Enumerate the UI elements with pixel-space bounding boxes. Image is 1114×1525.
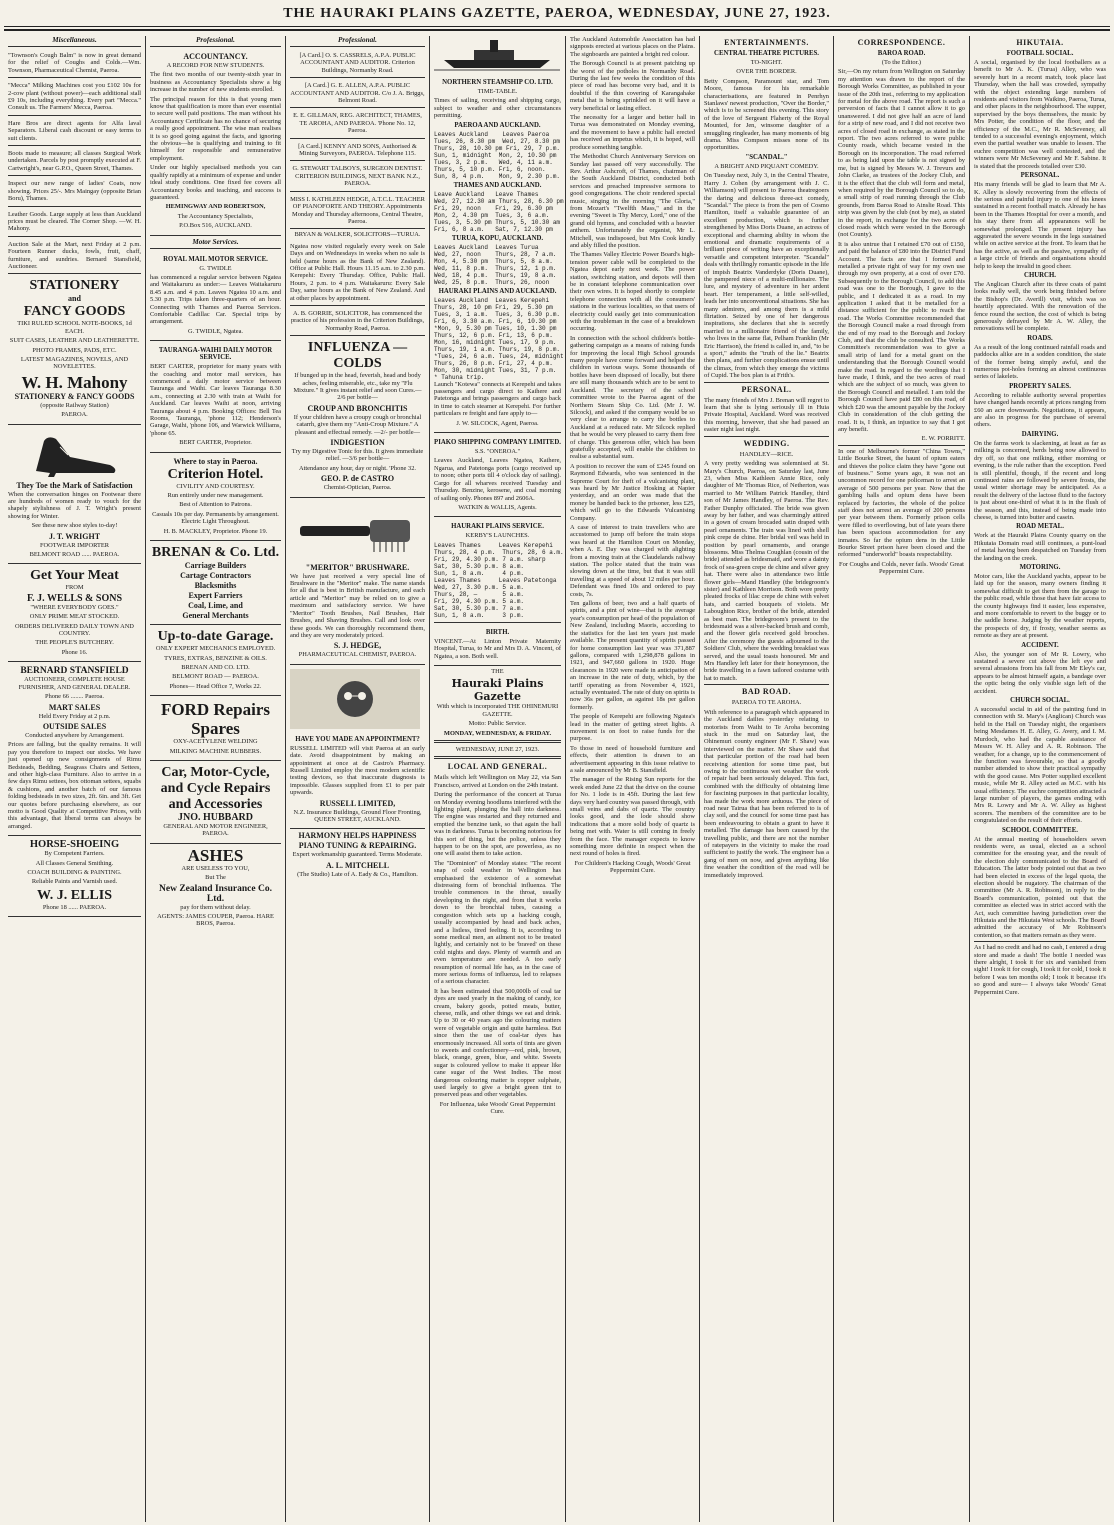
column-6 (700, 36, 834, 1522)
hikutaia-item (974, 383, 1106, 429)
hotel-line: CIVILITY AND COURTESY. (176, 482, 255, 490)
waihi-motor-ad (150, 343, 281, 452)
indigestion-head: INDIGESTION (330, 438, 385, 448)
hubbard-sub: GENERAL AND MOTOR ENGINEER, PAEROA. (163, 822, 268, 838)
divider (434, 740, 561, 743)
acc-head: ACCOUNTANCY. (183, 52, 248, 61)
hikutaia-item (974, 50, 1106, 170)
steamship-ad (434, 36, 564, 433)
route-head: PAEROA AND AUCKLAND. (454, 121, 541, 129)
item-head: PROPERTY SALES. (1009, 382, 1071, 390)
news-para: The Methodist Church Anniversary Services on Sunday last passed off very successfully. The Rev. Arthur Ashcroft, of Thames, chairman of the South Auckland District, conducted both services and preached impressive sermons to good congregations. The choir rendered special music, singing in the morning "The Gloria," from Mozart's "Twelfth Mass," and in the evening "Sweet is Thy Mercy, Lord," one of the grand old hymns, and concluded with a heavier anthem. Unfortunately the organist, Mr L. Mitchell, was indisposed, but Mrs Cook kindly and ably filled the position. (570, 153, 695, 249)
mart-head: MART SALES (48, 702, 101, 712)
masthead-rule-thick (4, 29, 1110, 31)
column-5 (566, 36, 700, 1522)
stationery-and: and (68, 294, 81, 304)
horse-sub: By Competent Farriers. (44, 850, 105, 858)
personal-text: The many friends of Mrs J. Brenan will regret to learn that she is lying seriously ill in Huia Private Hospital, Auckland. Word was received this morning, however, that she had passed an easier night last night. (704, 396, 829, 434)
piako-head: PIAKO SHIPPING COMPANY LIMITED. (434, 439, 561, 447)
divider (838, 445, 965, 446)
route-head: HAURAKI PLAINS AND AUCKLAND. (438, 287, 557, 295)
gazette-flag (434, 668, 561, 1116)
indigestion-text: Try my Digestive Tonic for this. It gives immediate relief. —3/6 per bottle— (291, 448, 424, 463)
bad-road-text: With reference to a paragraph which appeared in the Auckland dailies yesterday relating to motorists from Waihi to Te Aroha becoming stuck in the mud on Saturday last, the Ohinemuri county engineer (Mr F. Shaw) was interviewed on the matter. Mr Shaw said that that particular portion of the road had been receiving attention for some time past, but owing to the continuous wet weather the work of repair had been seriously delayed. This fact, combined with the difficulty of obtaining lime for fascining purposes in that particular locality, has made the work more arduous. The piece of road near Tairua that has been referred to is of clay soil, and the council for some time past has been endeavouring to obtain a grant to have it metalled. The damage has been caused by the travelling public, and there are not the number of ratepayers in the vicinity to make the road sufficient to justify the work. The engineer has a gang of men on now, and given anything like fine weather the condition of the road will be immediately improved. (704, 708, 829, 879)
stansfield-ad (8, 664, 141, 836)
divider (974, 941, 1106, 942)
gazette-name: Hauraki Plains Gazette (451, 677, 544, 704)
ford-line: OXY-ACETYLENE WELDING (173, 738, 258, 746)
chemist-ad (290, 338, 425, 497)
appointment-head: HAVE YOU MADE AN APPOINTMENT? (295, 735, 420, 743)
professional-card: E. E. GILLMAN, REG. ARCHITECT, THAMES, TE AROHA, AND PAEROA. 'Phone No. 12, Paeroa. (290, 110, 425, 138)
news-para: To those in need of household furniture and effects, their attention is drawn to an advertisement appearing in this issue relative to a sale announced by Mr B. Stansfield. (570, 744, 695, 774)
item-text: Also, the younger son of Mr R. Lowry, who sustained a severe cut above the left eye and several abrasions from his fall from Mr Eley's car, appears to be almost himself again, a bandage over the optic being the only visible sign left of the accident. (974, 650, 1106, 695)
news-para: Ten gallons of beer, two and a half quarts of spirits, and a pint of wine—that is the average year's consumption per head of the population of New Zealand, including Maoris, according to the statistics for the last ten years just made available. The present quantity of spirits passed for home consumption last year was 371,887 gallons, compared with 1,298,878 gallons in 1921, and 947,660 gallons in 1920. Huge clearances in 1920 were made in anticipation of an increase in the rate of duty, which, by the tariff operating as from November 4, 1921, actually eventuated. The rate of duty on spirits is now 36s per gallon, as against 18s per gallon formerly. (570, 600, 695, 711)
steam-text: Launch "Kotewa" connects at Kerepehi and takes passengers and cargo direct to Kaihere and Patetonga and brings passengers and cargo back in time to catch steamer at Kerepehi. For further particulars re freight and fare apply to— (434, 380, 561, 418)
column-1 (4, 36, 146, 1522)
piano-ad (290, 831, 425, 878)
brenan-line: Carriage Builders (184, 561, 247, 571)
local-para: Mails which left Wellington on May 22, via San Francisco, arrived at London on the 24th instant. (434, 774, 561, 789)
royal-sign: G. TWIDLE, Ngatea. (187, 327, 244, 335)
woods-ad: For Children's Hacking Cough, Woods' Great Peppermint Cure. (574, 859, 691, 875)
hikutaia-item (974, 335, 1106, 381)
mitchell-name: A. L. MITCHELL (325, 860, 390, 870)
hikutaia-item (974, 827, 1106, 940)
meat-tag: "WHERE EVERYBODY GOES." (30, 603, 119, 611)
hedge-sub: PHARMACEUTICAL CHEMIST, PAEROA. (298, 651, 417, 659)
entertainments-head: ENTERTAINMENTS. (724, 38, 809, 47)
item-text: Motor cars, like the Auckland yachts, appear to be laid up for the season, many owners finding it somewhat difficult to get them from the garage to the public road, while those that have fair access to the county highways find it easier, less expensive, and more comfortable to revert to the buggy or to the saddle horse. Judging by the weather reports, the prospects of dry, if frosty, weather seems as remote as they are at present. (974, 572, 1106, 640)
item-head: FOOTBALL SOCIAL. (1006, 50, 1074, 57)
horse-line: All Classes General Smithing. (35, 859, 114, 867)
item-head: PERSONAL. (1020, 172, 1060, 180)
stationery-title: STATIONERY (29, 278, 120, 294)
eye-portrait-icon (290, 669, 420, 729)
hotel-line: Run entirely under new management. (167, 492, 264, 500)
garage-line: BELMONT ROAD — PAEROA. (172, 673, 259, 681)
item-text: The Anglican Church after its three coats of paint looks really well, the work being finished before the Bishop's (Dr. Averill) visit, which was so heartily appreciated. With the renovation of the fence round the section, the cost of which is being generously defrayed by Mr A. W. Alley, the renovations will be complete. (974, 280, 1106, 333)
acc-firm: HEMINGWAY AND ROBERTSON, (165, 203, 266, 211)
item-head: ROADS. (1027, 334, 1053, 342)
castro-name: GEO. P. de CASTRO (320, 474, 395, 484)
news-para: The people of Kerepehi are following Ngatea's lead in the matter of getting street lights. A movement is on foot to raise funds for the purpose. (570, 713, 695, 743)
meritor-text: We have just received a very special line of Brushware in the "Meritor" make. The name stands for all that is best in British manufacture, and each article and "Meritor" may be relied on to give a maximum and satisfactory service. We have "Meritor" Tooth Brushes, Nail Brushes, Hair Brushes, and Shaving Brushes. Call and look over these goods. We can thoroughly recommend them, and they are very moderately priced. (290, 572, 425, 639)
news-para: In connection with the school children's bottle-gathering campaign as a means of raising funds for improving the local High School grounds many people have come forward and helped the children in various ways. Some thousands of bottles have been disposed of locally, but there are still many thousands which are to be sent to Auckland. The secretary of the school committee wrote to the Paeroa agent of the Northern Steam Ship Co. Ltd. (Mr J. W. Silcock), and asked if the company would be so very clear to arrange to carry the bottles to Auckland at a reduced rate. Mr Silcock replied that he would be very pleased to carry them free of charge. This generous offer, which has been gratefully accepted, will enable the children to realise a substantial sum. (570, 334, 695, 461)
mahony-addr: (opposite Railway Station) (40, 401, 109, 409)
acc-firm2: The Accountancy Specialists, (177, 212, 254, 220)
wedding-text: A very pretty wedding was solemnised at St. Mary's Church, Paeroa, on Saturday last, June 23, when Miss Kathleen Annie Rice, only daughter of Mr Thomas Rice, of Netherton, was married to Mr William Patrick Handley, third son of Mr James Handley, of Paeroa. The Rev. Father Dunphy officiated. The bride was given away by her father, and was charmingly attired in a gown of cream brocaded satin draped with pearl ornaments. The train was lined with shell pink crepe de chine. Her bridal veil was held in position by pearl ornaments, and orange blossoms. Miss Thelma Coughlan (cousin of the bride) attended as bridesmaid, and wore a dainty frock of sea-green crepe de chine and silver grey hat. There were also in attendance two little flower girls—Mand Handley (the bridegroom's sister) and Kathleen Morrison. Both wore pretty pleated frocks of lilac crepe de chine with velvet hats, and carried bouquets of violets. Mr Laboughton Rice, brother of the bride, attended as best man. The bridegroom's present to the bridesmaid was a silver-backed brush and comb, and the flower girls received gold brooches. After the ceremony the guests adjourned to the Soldiers' Club, where the wedding breakfast was served, and the usual toasts honoured. Mr and Mrs Handley left later for their honeymoon, the bride travelling in a fawn tailored costume with hat to match. (704, 460, 829, 682)
hubbard-ad (150, 763, 281, 844)
item-text: Work at the Hauraki Plains County quarry on the Hikutaia Domain road still continues, a punt-load of metal having been despatched on Tuesday from the landing on the creek. (974, 532, 1106, 562)
border-title: OVER THE BORDER. (736, 68, 797, 76)
meat-from: FROM (65, 584, 84, 592)
route-schedule: Leaves Auckland Leaves Paeroa Tues, 26, 8.30 pm Wed, 27, 8.30 pm Thurs, 28, 10.30 pm Fri, 29, 7 p.m. Sun, 1, midnight Mon, 2, 10.30 pm Tues, 3, 2 p.m. Wed, 4, 11 a.m. Thurs, 5, 10 p.m. Fri, 6, noon. Sun, 8, 4 p.m. Mon, 9, 2.30 p.m. (434, 130, 561, 180)
wedding-sub: HANDLEY—RICE. (739, 450, 794, 458)
professional-card: MISS I. KATHLEEN HEDGE, A.T.C.L. TEACHER OF PIANOFORTE AND THEORY. Appointments Monday and Thursday afternoons, Central Theatre, Paeroa. (290, 194, 425, 230)
acc-text: The principal reason for this is that young men know that qualification is more than ever essential to secure well paid positions. The man without his Accountancy Certificate has no chance of securing a really good appointment. The wise man realises it is so good going against the facts, and ignoring the obvious—he is qualifying and training to fit himself for responsible and remunerative employment. (150, 95, 281, 162)
brenan-ad (150, 543, 281, 625)
stationery-line: SUIT CASES, LEATHER AND LEATHERETTE. (9, 337, 140, 345)
local-head: LOCAL AND GENERAL. (447, 762, 548, 772)
piako-ship: S.S. "ONEROA." (474, 448, 521, 456)
castro-sub: Chemist-Optician, Paeroa. (323, 484, 392, 492)
mahony-name: W. H. Mahony (21, 372, 128, 392)
nzi-pay: pay for them without delay. (180, 903, 251, 911)
misc-ad: "Townson's Cough Balm" is now in great demand for the relief of Coughs and Colds.—Wm. Townson, Pharmaceutical Chemist, Paeroa. (8, 50, 141, 78)
hotel-line: Casuals 10s per day. Permanents by arrangement. Electric Light Throughout. (152, 510, 279, 526)
editor-line: (To the Editor.) (881, 59, 922, 66)
birth-notice (434, 625, 561, 666)
professional-card: G. STEWART TALBOYS, SURGEON DENTIST. CRITERION BUILDINGS, NEXT BANK N.Z., PAEROA. (290, 163, 425, 191)
news-para: The Thames Valley Electric Power Board's high-tension power cable will be completed to the Ngatea depot early next week. The power station, switching station, and depots will then be in constant telephone communication over their own wires. It is hoped shortly to complete telephone connection with all the consumers' stations in the various localities, so that users of electricity could easily get into communication with the troubleman in the case of a breakdown occurring. (570, 251, 695, 333)
section-heading: Motor Services. (150, 238, 281, 249)
gazette-inc: With which is incorporated THE OHINEMURI GAZETTE. (436, 703, 559, 718)
hotel-ad (150, 455, 281, 541)
fancy-goods-title: FANCY GOODS (23, 304, 126, 320)
waihi-text: BERT CARTER, proprietor for many years with the coaching and motor mail services, has commenced a daily motor service between Tauranga and Waihi. Car leaves Tauranga 8.30 a.m., connecting at 2.30 with train at Waihi for Auckland. Car leaves Waihi at noon, arriving Tauranga about 4 p.m. Booking Offices: Bell Tea Rooms, Tauranga, 'phone 112; Henderson's Garage, Waihi, 'phone 106, and Warwick Williams, 'phone 65. (150, 363, 281, 437)
item-head: ACCIDENT. (1021, 641, 1059, 649)
wells-name: F. J. WELLS & SONS (26, 592, 123, 604)
jingle: As I had no credit and had no cash, I entered a drug store and made a dash! The bottle I needed was there alright, I took it for six and vanished from sight! I took it for cough, I took it for cold, I took it before I was ten months old; I took it because it's so good and sure— I always take Woods' Great Peppermint Cure. (974, 944, 1106, 996)
theatre-head: CENTRAL THEATRE PICTURES. (714, 50, 819, 57)
meritor-ad (290, 500, 425, 665)
waihi-sign: BERT CARTER, Proprietor. (179, 439, 252, 447)
brenan-line: Expert Farriers (188, 591, 243, 601)
correspondence-head: CORRESPONDENCE. (857, 38, 946, 47)
ford-line: MILKING MACHINE RUBBERS. (169, 747, 262, 755)
hotel-line: Best of Attention to Patrons. (179, 501, 252, 509)
professional-card: [A Card.] G. E. ALLEN, A.P.A. PUBLIC ACCOUNTANT AND AUDITOR. C/o J. A. Briggs, Belmont Road. (290, 80, 425, 108)
scandal-text: On Tuesday next, July 3, in the Central Theatre, Harry J. Cohen (by arrangement with J. C. Williamson) will present to Paeroa theatregoers the daring and delicious three-act comedy, "Scandal." The piece is from the pen of Cosmo Hamilton, itself a valuable guarantee of an excellent production, which is further strengthened by Miss Doris Duane, an actress of exceptional and charming ability in whom the emotional and dramatic requirements of a brilliant piece of writing have an exceptionally versatile and competent interpreter. "Scandal" deals with thrillingly romantic episode in the life of impish Beatrix Vanderdyke (Doris Duane), the pampered niece of a multi-millionaire. The lure, and mystery of adventure in her ardent heart. Her temperament, a little self-willed, leads her into unconventional situations. She has many admirers, and among them is a mild flirtation. Seized by one of her dangerous inspirations, she declares that she is secretly married to a millionaire friend of the family, who lives in the same flat, Pelham Franklin (Mr Eric Harrison), the friend is called in, and, "to be a sport," admits the "truth of the lie." Beatrix then plans, and further complications ensue until the climax, from which they emerge the victims of Cupid. The box plan is at Frith's. (704, 172, 829, 380)
news-para: A case of interest to train travellers who are accustomed to jump off before the train stops was heard at the Hamilton Court on Monday, when A. E. Day was charged with alighting from a moving train at the Claudelands railway station. The police stated that the train was slowing down at the time, but that it was still travelling at a speed of about 12 miles per hour. Defendant was fined 10s and ordered to pay costs, 7s. (570, 524, 695, 598)
item-text: As a result of the long continued rainfall roads and paddocks alike are in a sodden condition, the state of the former being simply awful, and the numerous pot-holes forming an almost continuous series of lakelets. (974, 343, 1106, 381)
gazette-date: WEDNESDAY, JUNE 27, 1923. (455, 745, 540, 753)
russell-name: RUSSELL LIMITED, (319, 798, 396, 808)
harmony-head: HARMONY HELPS HAPPINESS (298, 831, 417, 841)
misc-ad: Auction Sale at the Mart, next Friday at 2 p.m. Fourteen Runner ducks, fowls, fruit, chaff, furniture, and sundries. Bernard Stansfield, Auctioneer. (8, 239, 141, 275)
horse-line: COACH BUILDING & PAINTING. (27, 869, 122, 876)
divider (704, 382, 829, 383)
accountancy-ad (150, 50, 281, 236)
hikutaia-item (974, 523, 1106, 562)
border-text: Betty Compson, Paramount star, and Tom Moore, famous for his remarkable characterisations, are featured in Penrhyn Stanlaws' newest production, "Over the Border," which is to be screened this evening. This story of the love of Sergeant Flaherty of the Royal Mounted, for Jen, winsome daughter of a smuggling ringleader, has many moments of big drama. Miss Compson misses none of its opportunities. (704, 77, 829, 152)
piako-sign: WATKIN & WALLIS, Agents. (458, 503, 537, 511)
news-para: The Auckland Automobile Association has had signposts erected at various places on the Plains. The signboards are painted a bright red colour. (570, 36, 695, 58)
attendance: Attendance any hour, day or night. 'Phone 32. (299, 464, 416, 472)
column-7 (834, 36, 970, 1522)
birth-head: BIRTH. (485, 628, 510, 636)
mart-conducted: Conducted anywhere by Arrangement. (25, 731, 124, 739)
china-para: In one of Melbourne's former "China Towns," Little Bourke Street, the haunt of opium eaters and thieves the police claim they have "gone out of business." Some years ago, it was not an uncommon record for one policeman to arrest an average of 500 persons per year. Now that the gambling halls and opium dens have been replaced by factories, the whole of the police staff does not arrest an average of 200 persons per year between them. Formerly prison cells were filled to overflowing, but of late years there has been spacious accommodation for any inmates. So far the opium dens in the Little Bourke Street prison have been closed and the reformed "underworld" boasts respectability. (838, 447, 965, 559)
meat-line: Phone 16. (61, 648, 88, 656)
meritor-head: "MERITOR" BRUSHWARE. (305, 562, 410, 572)
ngatea-text: Ngatea now visited regularly every week on Sale Days and on Wednesdays in weeks when no sale is held (same hours as the Bank of New Zealand). Office at Public Hall. Hours 11.15 a.m. to 2.30 p.m. Kerepehi: Every Thursday. Office, Public Hall. Hours, 2 p.m. to 4 p.m. Waitakaruru: Every Sale Day, same hours as the Bank of New Zealand. And at other places by appointment. (290, 241, 425, 306)
ashes-head: ASHES (187, 845, 244, 865)
column-4 (430, 36, 566, 1522)
hikutaia-item (974, 642, 1106, 695)
horse-shoeing-ad (8, 838, 141, 917)
wedding-head: WEDDING. (743, 438, 790, 448)
stansfield-phone: Phone 66 ........ Paeroa. (45, 693, 104, 701)
piano-head: PIANO TUNING & REPAIRING. (298, 841, 417, 851)
misc-ad: Hare Bros are direct agents for Alfa laval Separators. Liberal cash discount or easy terms to suit clients. (8, 118, 141, 146)
russell-ad (290, 667, 425, 830)
item-text: His many friends will be glad to learn that Mr A. K. Alley is slowly recovering from the effects of the serious and painful injury to one of his knees sustained in a recent football match. Already he has been in the Thames Hospital for over a month, and his stay there from all appearances will be somewhat prolonged. The present injury has aggravated the severe wounds in the legs sustained while on active service at the front. To learn that he has the active, as well as the passive, sympathy of a large circle of friends and organisations should help to keep the invalid in good cheer. (974, 181, 1106, 270)
horse-line: Reliable Paints and Varnish used. (31, 878, 118, 886)
hikutaia-item (974, 564, 1106, 640)
gazette-motto: Motto: Public Service. (468, 720, 527, 728)
hikutaia-item (974, 172, 1106, 270)
meat-line: ONLY PRIME MEAT STOCKED. (29, 613, 120, 621)
meat-headline: Get Your Meat (30, 568, 119, 584)
mitchell-sub: (The Studio) Late of A. Eady & Co., Hamilton. (297, 870, 418, 878)
bad-road-sub: PAEROA TO TE AROHA. (731, 699, 802, 707)
item-head: SCHOOL COMMITTEE. (1002, 826, 1078, 834)
ashes-line: ARE USELESS TO YOU, (181, 864, 250, 872)
garage-line: TYRES, EXTRAS, BENZINE & OILS. (164, 654, 267, 662)
steam-sign: J. W. SILCOCK, Agent, Paeroa. (456, 419, 539, 427)
brenan-line: Cartage Contractors (180, 571, 251, 581)
masthead-rule (4, 26, 1110, 27)
professional-card: [A Card.] KENNY AND SONS, Authorised & Mining Surveyors, PAEROA. Telephone 115. (290, 141, 425, 162)
shoe-headline: They Toe the Mark of Satisfaction (16, 480, 133, 490)
woods-ad: For Influenza, take Woods' Great Peppermint Cure. (439, 1100, 556, 1116)
ashes-line: But The (205, 874, 226, 882)
stationery-ad (8, 276, 141, 424)
shoe-illustration-icon (30, 431, 120, 479)
road-head: BAROA ROAD. (877, 50, 926, 57)
plains-schedule: Leaves Thames Leaves Kerepehi Thurs, 28, 4 p.m. Thurs, 28, 6 a.m. Fri, 29, 4.30 p.m. 7 a.m. sharp Sat, 30, 5.30 p.m. 8 a.m. Sun, 1, 8 a.m. 4 p.m. Leaves Thames Leaves Patetonga Wed, 27, 3.30 p.m. 5 a.m. Thurs, 28, — 5 a.m. Fri, 29, 4.30 p.m. 5 a.m. Sat, 30, 5.30 p.m. 7 a.m. Sun, 1, 8 a.m. 3 p.m. (434, 541, 564, 619)
masthead: THE HAURAKI PLAINS GAZETTE, PAEROA, WEDNESDAY, JUNE 27, 1923. (283, 6, 831, 21)
royal-text: has commenced a regular service between Ngatea and Waitakaruru as under:— Leaves Waitakaruru 8.45 a.m. and 4 p.m. Leaves Ngatea 10 a.m. and 5.30 p.m. Trips taken three-quarters of an hour. Connecting with Thames and Paeroa Services. Comfortable Cadillac Car. Special trips by arrangement. (150, 273, 281, 326)
stationery-line: TIKI RULED SCHOOL NOTE-BOOKS, 1d EACH. (17, 320, 132, 335)
local-para: It has been estimated that 500,000lb of coal tar dyes are used yearly in the making of candy, ice cream, bakery goods, potted meats, butter, cheese, milk, and other things we eat and drink. Up to 30 or 40 years ago the colouring matters were of vegetable origin and quite harmless. But since then the use of coal-tar dyes has enormously increased. All sorts of tints are given to sweets and confectionery—red, pink, brown, black, orange, green, blue, and white. Sweets sugar is coloured yellow to make it appear like cane sugar of the West Indies. The most dangerous colouring matter is copper sulphate, used largely to give a bright green tint to preserved peas and other vegetables. (434, 987, 561, 1099)
wright-sub: FOOTWEAR IMPORTER (39, 541, 110, 549)
appointment-text: RUSSELL LIMITED will visit Paeroa at an early date. Avoid disappointment by making an appointment at once at de Castro's Pharmacy. Russell Limited employ the most modern scientific testing devices, so that inaccurate diagnosis is impossible. Glasses supplied from £1 to per pair upwards. (290, 744, 425, 797)
misc-ad: Leather Goods. Large supply at less than Auckland prices must be cleared. The Corner Shop. —W. H. Mahony. (8, 209, 141, 237)
piako-ad (434, 435, 561, 517)
scandal-head: "SCANDAL." (745, 153, 788, 161)
stationery-line: LATEST MAGAZINES, NOVELS, AND NOVELETTES. (20, 355, 129, 371)
news-para: A position to recover the sum of £245 found on Raymond Edwards, who was sentenced in the Supreme Court for theft of a vulcanising plant, was heard by Mr Justice Hosking at Napier yesterday, and an order was made that the money be handed back to the prisoner, less £25, which will go to the Edwards Vulcanising Company. (570, 462, 695, 522)
plains-head: HAURAKI PLAINS SERVICE. (451, 523, 544, 531)
plains-sub: KERBY'S LAUNCHES. (465, 532, 530, 540)
hedge-name: S. J. HEDGE, (333, 641, 382, 651)
nzi-name: New Zealand Insurance Co. Ltd. (159, 883, 272, 904)
news-para: The manager of the Rising Sun reports for the week ended June 22 that the drive on the course for No. 1 lode is in 45ft. During the last few days very hard country was passed through, with small veins and dabs of quartz. The country looks good, and the lode should show indications that a more solid body of quartz is being met with. Water is still coming in freely from the face. The manager expects to know something more definite in respect when the next round of holes is fired. (570, 776, 695, 858)
brenan-line: Coal, Lime, and (188, 601, 243, 611)
steamship-icon (434, 38, 560, 72)
item-text: A successful social in aid of the painting fund in connection with St. Mary's (Anglican) Church was held in the Hall on Tuesday night, the organisers being Mesdames H. E. Alley, G. Avery, and I. M. Murdoch, who had the capable assistance of Messrs W. H. Alley and A. R. Robinson. The weather, for a change, up to the commencement of the function was favourable, so that a goodly number attended to show their practical sympathy with the good cause. Mrs Potter supplied excellent music, while Mr R. Alley acted as M.C. with his usual efficiency. The euchre competition attracted a large number of players, the games ending with Mrs R. Lowry and Mr A. W. Alley as highest scorers. The members of the committee are to be congratulated on the result of their efforts. (974, 706, 1106, 825)
shoe-ad (8, 427, 141, 565)
royal-owner: G. TWIDLE (199, 264, 232, 272)
item-text: At the annual meeting of householders seven residents were, as usual, elected as a school committee for the ensuing year, and the result of the election duly communicated to the Board of Education. The latter body pointed out that as two had been elected in excess of the legal quota, the election should be nugatory. The chairman of the committee (Mr A. R. Robinson), in reply to the Board's communication, pointed out that the committee as elected was in strict accord with the Act, such committee having jurisdiction over the Hikutaia and the Hikutaia West schools. The Board admitted the accuracy of Mr Robinson's contention, so that matters remain as they were. (974, 835, 1106, 939)
brenan-line: General Merchants (182, 611, 249, 621)
shoe-see: See these new shoe styles to-day! (31, 522, 118, 530)
garage-line: ONLY EXPERT MECHANICS EMPLOYED. (155, 645, 276, 653)
the-label: THE (491, 667, 504, 675)
acc-text: Under our highly specialised methods you can qualify rapidly at a minimum of expense and under ideal study conditions. One fixed fee covers all Accountancy books and teaching, and success is guaranteed. (150, 164, 281, 201)
news-para: The necessity for a larger and better hall in Turua was demonstrated on Monday evening, and the movement to have a public hall erected has received an impetus which, it is hoped, will produce something tangible. (570, 114, 695, 151)
waihi-head: TAURANGA-WAIHI DAILY MOTOR SERVICE. (158, 347, 273, 362)
piako-text: Leaves Auckland, Leaves Ngatea, Kaihere, Ngarua, and Patetonga ports (cargo received up to noon; other ports till 4 o'clock day of sailing). Cargo for all wharves received Tuesday and Thursday. Benzine, kerosene, and coal morning of sailing only. Phones 897 and 2606A. (434, 457, 561, 502)
mart-outside: OUTSIDE SALES (42, 721, 107, 731)
ford-ad (150, 698, 281, 761)
item-head: MOTORING. (1019, 563, 1061, 571)
mart-text: Prices are falling, but the quality remains. It will pay you therefore to inspect our stocks. We have just opened up new consignments of Rimu Bedsteads, Bedding, Seagrass Chairs and Settees, and other high-class Furniture. Also to arrive in a few days Rimu settees, box ottoman settees, squabs & cushions, and another batch of our famous folding bedsteads in two sizes, 2ft. 6in. and 3ft. Get our quotes before purchasing elsewhere, as our motto is Good Quality at Competitive Prices, with this advantage, that liberal terms can always be arranged. (8, 741, 141, 830)
croup-text: If your children have a croupy cough or bronchial catarrh, give them my "Anti-Croup Mixture." A pleasant and effectual remedy. —2/- per bottle— (293, 413, 422, 436)
personal-head: PERSONAL. (741, 384, 792, 394)
professional-card: [A Card.] O. S. CASSRELS, A.P.A. PUBLIC ACCOUNTANT AND AUDITOR. Criterion Buildings, Normanby Road. (290, 50, 425, 78)
ford-head: FORD Repairs Spares (160, 700, 271, 739)
item-head: DAIRYING. (1021, 430, 1059, 438)
russell-sub: N.Z. Insurance Buildings, Ground Floor Fronting, QUEEN STREET, AUCKLAND. (293, 808, 422, 823)
horse-headline: HORSE-SHOEING (29, 839, 120, 851)
stay-head: Where to stay in Paeroa. (173, 456, 258, 466)
wright-addr: BELMONT ROAD ...... PAEROA. (29, 551, 120, 559)
item-head: CHURCH SOCIAL. (1010, 697, 1070, 705)
acc-sub: A RECORD FOR NEW STUDENTS. (166, 62, 265, 69)
steam-note: Times of sailing, receiving and shipping cargo, subject to weather and other circumstances permitting. (434, 97, 561, 120)
misc-ad: Boots made to measure; all classes Surgical Work undertaken. Parcels by post promptly executed at F. Cartwright's, near G.P.O., Queen Street, Thames. (8, 148, 141, 176)
route-head: THAMES AND AUCKLAND. (453, 181, 542, 189)
plains-service-ad (434, 519, 564, 622)
garage-head: Up-to-date Garage. (157, 629, 274, 645)
brenan-line: Blacksmiths (194, 581, 237, 591)
meat-line: THE PEOPLE'S BUTCHERY. (35, 639, 114, 647)
section-heading: Professional. (290, 36, 425, 47)
garage-line: BRENAN AND CO. LTD. (181, 663, 250, 671)
stationery-line: PHOTO FRAMES, PADS, ETC. (32, 346, 117, 354)
section-heading: Miscellaneous. (8, 36, 141, 47)
royal-head: ROYAL MAIL MOTOR SERVICE. (163, 255, 268, 263)
cycle-head: Car, Motor-Cycle, and Cycle Repairs and Accessories (160, 764, 271, 812)
item-text: According to reliable authority several properties have changed hands recently at prices ranging from £60 an acre downwards. Negotiations, it appears, are also in progress for the purchase of several others. (974, 391, 1106, 429)
misc-ad: "Mecca" Milking Machines cost you £102 10s for 2-cow plant (without power)—each additional stall £9 10s, including everything. Every part "Mecca." Consult us. The Farmers' Mecca, Paeroa. (8, 80, 141, 116)
letter-sign: E. W. PORRITT. (921, 435, 965, 443)
butcher-ad (8, 566, 141, 662)
hikutaia-item (974, 272, 1106, 333)
insurance-ad (150, 846, 281, 928)
local-para: During the performance of the concert at Turua on Monday evening hoodlums interfered with the lighting plant, plunging the hall into darkness. The engine was restarted and they returned and emptied the benzine tank, so that again the hall was in darkness. Turua is becoming notorious for this sort of thing, but the police, unless they happen to be on the spot, are powerless, as no one will assist them to take action. (434, 791, 561, 858)
route-head: TURUA, KOPU, AUCKLAND. (451, 234, 544, 242)
divider (704, 436, 829, 437)
item-head: ROAD METAL. (1016, 523, 1064, 531)
garage-ad (150, 627, 281, 696)
mart-when: Held Every Friday at 2 p.m. (38, 712, 111, 720)
birth-text: VINCENT.—At Linton Private Maternity Hospital, Turua, to Mr and Mrs D. A. Vincent, of Ngatea, a son. Both well. (434, 637, 561, 660)
professional-card: BRYAN & WALKER, SOLICITORS—TURUA. (294, 231, 421, 239)
letter-para: Sir,—On my return from Wellington on Saturday my attention was drawn to the report of the Borough Works Committee, as published in your issue of the 20th inst., referring to my application for metal for the above road. The report is such a perversion of facts that I cannot allow it to go unanswered. I did not give half an acre of land for a strip of new road, and I did not receive two acres of closed road in exchange, as stated in the report. The two acres referred to were public County roads, which became vested in the Borough on its incorporation. The road referred to as being laid upon the table is not signed by me, but is signed by Messrs W. J. Trevurs and John Clarke, as trustees of the Jockey Club, and it is the effect that the club will form and metal, when required by the Borough Council so to do, a small strip of road running through the Club grounds, from Baroa Road to Ainslie Road. This strip was given by the club (not by me), as stated in the report, in exchange for the two acres of closed roads which were vested in the Borough (not County). (838, 68, 965, 239)
column-2 (146, 36, 286, 1522)
section-heading: Professional. (150, 36, 281, 47)
page-columns (4, 36, 1110, 1522)
item-text: On the farms work is slackening, at least as far as milking is concerned, herds being now allowed to dry off, so that one milking, either morning or evening, is the rule rather than the exception. Feed is still plentiful, though, if the recent and long continued rains are followed by severe frosts, the usual winter shortage may be anticipated. As a result the delivery of the lactose fluid to the factory is just about one-third of what it is in the flush of the season, and this, instead of being made into cheese, is turned into butter and casein. (974, 439, 1106, 521)
woods-ad: For Coughs and Colds, never fails. Woods' Great Peppermint Cure. (839, 560, 964, 576)
item-head: CHURCH. (1024, 271, 1056, 279)
influenza-head: INFLUENZA — COLDS (307, 340, 408, 372)
mahony-town: PAEROA. (61, 411, 88, 419)
route-schedule: Leave Auckland Leave Thames Wed, 27, 12.30 am Thurs, 28, 6.30 pm Fri, 29, noon Fri, 29, 6.30 pm Mon, 2, 4.30 pm Tues, 3, 6 a.m. Tues, 3, 5.30 pm Thurs, 5, 10.30 am Fri, 6, 8 a.m. Sat, 7, 12.30 pm (434, 190, 564, 233)
shoe-text: When the conversation hinges on Footwear there are hundreds of women ready to vouch for the shapely stylishness of J. T. Wright's present showing for Winter. (8, 490, 141, 520)
gorrie-card: A. B. GORRIE, SOLICITOR, has commenced the practice of his profession in the Criterion Buildings, Normanby Road, Paeroa. (290, 308, 425, 336)
route-schedule: Leaves Auckland Leaves Kerepehi Thurs, 28, 10 pm Fri, 29, 5.30 pm Tues, 3, 1 a.m. Tues, 3, 6.30 p.m. Fri, 6, 3.30 a.m. Fri, 6, 10.30 pm *Mon, 9, 5.30 pm Tues, 10, 1.30 pm Thurs, 12, 6 p.m. Fri, 13, 6 p.m. Mon, 16, midnight Tues, 17, 9 p.m. Thurs, 19, 1 a.m. Thurs, 19, 8 p.m. *Tues, 24, 6 a.m. Tues, 24, midnight Thurs, 26, 8 p.m. Fri, 27, 4 p.m. Mon, 30, midnight Tues, 31, 7 p.m. * Tahuna trip. (434, 296, 564, 381)
misc-ad: Inspect our new range of ladies' Coats, now showing. Prices 25/-. Mrs Maingay (opposite Brian Boru), Thames. (8, 178, 141, 206)
route-schedule: Leaves Auckland Leaves Turua Wed, 27, noon Thurs, 28, 7 a.m. Mon, 4, 5.30 pm Thurs, 5, 8 a.m. Wed, 11, 8 p.m. Thurs, 12, 1 p.m. Wed, 18, 4 p.m. Thurs, 19, 8 a.m. Wed, 25, 8 p.m. Thurs, 26, noon (434, 243, 557, 286)
timetable: TIME-TABLE. (477, 88, 518, 95)
gazette-days: MONDAY, WEDNESDAY, & FRIDAY. (443, 729, 552, 737)
divider (434, 756, 561, 759)
scandal-sub: A BRIGHT AND PIQUANT COMEDY. (714, 162, 819, 170)
item-text: A social, organised by the local footballers as a benefit to Mr A. K. (Turua) Alley, who was severely hurt in a recent match, took place last Thursday, when the hall was crowded, sympathy with the object extending large numbers of residents and visitors from Waikino, Paeroa, Turua, and other places in the neighbourhood. The supper, supervised by the boys themselves, the music by Mrs Potter, the condition of the floor, and the efficiency of the M.C., Mr R. McSeveney, all tended to a successful evening's enjoyment, which even the partial weather was unable to lessen. The euchre competition was well contested, and the winners were Mr McSeveney and Mr F. Sabine. It is stated that the proceeds totalled over £30. (974, 59, 1106, 170)
hikutaia-head: HIKUTAIA. (1016, 38, 1064, 47)
croup-head: CROUP AND BRONCHITIS (307, 403, 408, 413)
garage-phones: Phones— Head Office 7, Works 22. (169, 682, 262, 690)
column-8 (970, 36, 1110, 1522)
steam-head: NORTHERN STEAMSHIP CO. LTD. (442, 79, 553, 86)
meat-line: ORDERS DELIVERED DAILY TOWN AND COUNTRY. (15, 622, 134, 638)
wright-name: J. T. WRIGHT (48, 531, 101, 541)
hotel-owner: H. B. MACKLEY, Proprietor. Phone 19. (163, 527, 268, 535)
stansfield-sub: AUCTIONEER, COMPLETE HOUSE FURNISHER, AND GENERAL DEALER. (18, 676, 131, 691)
royal-mail-ad (150, 252, 281, 342)
brush-illustration-icon (290, 502, 420, 558)
misc-ads (8, 50, 141, 274)
hikutaia-item (974, 431, 1106, 521)
bad-road-head: BAD ROAD. (742, 687, 791, 697)
tonight: TO-NIGHT. (750, 59, 783, 66)
ellis-phone: Phone 18 ...... PAEROA. (42, 903, 107, 911)
influenza-text: If bunged up in the head, feverish, head and body aches, feeling miserable, etc., take my "Flu Mixture." It gives instant relief and soon Cures.—2/6 per bottle— (293, 372, 422, 402)
acc-text: The first two months of our twenty-sixth year in business as Accountancy Specialists show a big increase in the number of new students enrolled. (150, 71, 281, 94)
column-3 (286, 36, 430, 1522)
hubbard-name: JNO. HUBBARD (177, 811, 253, 823)
hotel-head: Criterion Hotel. (167, 466, 264, 482)
nzi-agents: AGENTS: JAMES COUPER, Paeroa. HARE BROS, Paeroa. (157, 912, 274, 928)
stansfield-name: BERNARD STANSFIELD (20, 666, 129, 677)
hikutaia-item (974, 697, 1106, 825)
news-para: The Borough Council is at present patching up the worst of the potholes in Normanby Road. During the last few weeks the condition of this piece of road has become very bad, and it is doubtful if the thin covering of Karangahake metal that is being sprinkled on it will have a very beneficial or lasting effect. (570, 60, 695, 112)
piano-sub: Expert workmanship guaranteed. Terms Moderate. (292, 851, 423, 859)
local-para: The "Dominion" of Monday states: "The recent snap of cold weather in Wellington has emphasised the existence of a somewhat distressing form of bronchial influenza. The trouble commences in the throat, usually developing in the night, and from that it works down to the bronchial tubes, causing a congestion which sets up a hacking cough, usually accompanied by head and back aches, and a listless, tired feeling. It is, according to some medical men, an ailment not to be treated lightly, and certainly not to be 'braved' on these cold nights and days. Plenty of warmth and an even temperature are needed. A too early resumption of normal life has, as in the case of more serious forms of influenza, led to relapses of a serious character. (434, 859, 561, 986)
letter-para: It is also untrue that I retained £70 out of £150, and paid the balance of £80 into the District Fund Account. The facts are that I formed and metalled a private right of way for my own use through my own property, at a cost of over £70. Subsequently to the Borough Council, to add this road was one to the Borough, I gave to the public, and I dedicated it as a road. In my application I asked that it be metalled for a distance sufficient for the public to reach the road. The Works Committee recommended that the Borough Council make a road through from the end of my road to the Borough and Jockey Club, and that the club be consulted. The Works Committee's recommendation was to give a small strip of land for a metal grant on the understanding that the Borough Council would make the road. In regard to the wordings that I have made, I think, and the two acres of road which are the subject of so much, was given to the Borough Council and metalled. I am told the Borough Council have paid £80 on this road, of which £20 was the amount payable by the Jockey Club in consideration of the club getting the road. It is, I think, an injustice to say that I got any benefit. (838, 240, 965, 433)
mahony-sub: STATIONERY & FANCY GOODS (14, 391, 135, 401)
acc-addr: P.O.Box 516, AUCKLAND. (179, 222, 252, 230)
ellis-name: W. J. ELLIS (37, 887, 112, 903)
divider (704, 684, 829, 685)
brenan-head: BRENAN & Co. Ltd. (151, 545, 280, 561)
